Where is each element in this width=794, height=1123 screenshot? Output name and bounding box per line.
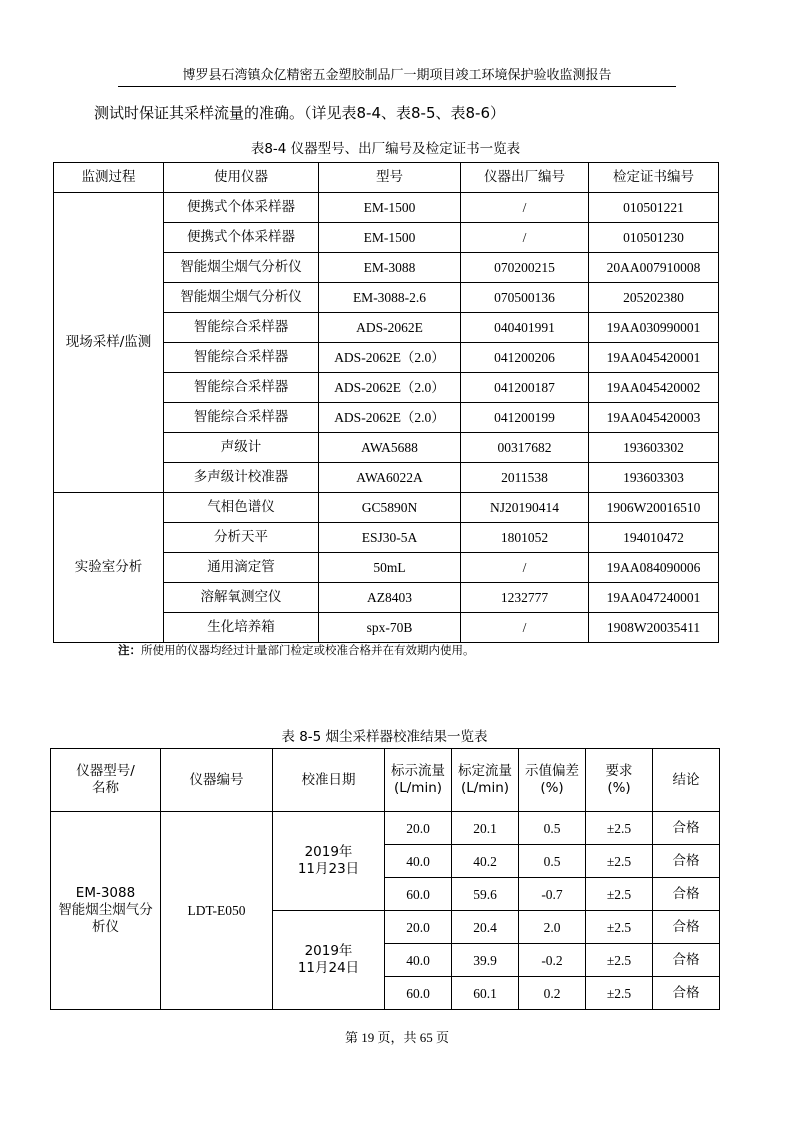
table-cell: GC5890N [319,493,461,523]
table-cell: 041200199 [461,403,589,433]
calibration-table [50,748,720,1010]
table-cell: 1801052 [461,523,589,553]
instrument-number: LDT-E050 [161,812,273,1010]
table-cell: 193603303 [589,463,719,493]
table-cell: ADS-2062E（2.0） [319,403,461,433]
column-header: 仪器出厂编号 [461,163,589,193]
table-cell: / [461,613,589,643]
table-cell: 便携式个体采样器 [164,193,319,223]
table-cell: EM-1500 [319,193,461,223]
column-header: 标示流量 (L/min) [385,749,452,812]
column-header: 结论 [653,749,720,812]
table-cell: 20.0 [385,911,452,944]
table-cell: / [461,553,589,583]
table-cell: 合格 [653,944,720,977]
intro-paragraph: 测试时保证其采样流量的准确。（详见表8-4、表8-5、表8-6） [94,104,506,122]
table-cell: 合格 [653,878,720,911]
table-header-row [54,163,719,193]
table-cell: 40.0 [385,944,452,977]
table-cell: 1232777 [461,583,589,613]
table-cell: 溶解氧测空仪 [164,583,319,613]
table-cell: spx-70B [319,613,461,643]
table-cell: 40.2 [452,845,519,878]
table-cell: ADS-2062E（2.0） [319,343,461,373]
table-cell: 193603302 [589,433,719,463]
table-cell: 20AA007910008 [589,253,719,283]
table-cell: 气相色谱仪 [164,493,319,523]
table-cell: EM-3088 [319,253,461,283]
table-cell: ±2.5 [586,977,653,1010]
table-cell: / [461,223,589,253]
table-cell: 40.0 [385,845,452,878]
table-cell: ±2.5 [586,845,653,878]
table-cell: 便携式个体采样器 [164,223,319,253]
table-cell: 00317682 [461,433,589,463]
page-footer: 第 19 页，共 65 页 [344,1030,449,1045]
table-cell: 39.9 [452,944,519,977]
table-cell: ±2.5 [586,944,653,977]
table-cell: 041200206 [461,343,589,373]
table-cell: -0.2 [519,944,586,977]
column-header: 使用仪器 [164,163,319,193]
table-cell: ADS-2062E [319,313,461,343]
table-cell: AWA5688 [319,433,461,463]
table-8-5-caption: 表 8-5 烟尘采样器校准结果一览表 [281,729,488,745]
table-cell: 19AA045420002 [589,373,719,403]
table-cell: 010501230 [589,223,719,253]
instrument-table [53,162,719,643]
table-cell: 205202380 [589,283,719,313]
table-cell: 19AA030990001 [589,313,719,343]
table-cell: 0.5 [519,812,586,845]
table-cell: 010501221 [589,193,719,223]
table-cell: 0.2 [519,977,586,1010]
group-label: 实验室分析 [54,493,164,643]
table-cell: 声级计 [164,433,319,463]
table-cell: 60.0 [385,977,452,1010]
table-cell: 070200215 [461,253,589,283]
table-cell: EM-1500 [319,223,461,253]
note-label: 注： [118,643,141,657]
column-header: 校准日期 [273,749,385,812]
column-header: 监测过程 [54,163,164,193]
table-8-4-note [118,642,475,658]
column-header: 型号 [319,163,461,193]
table-cell: EM-3088-2.6 [319,283,461,313]
table-cell: AWA6022A [319,463,461,493]
table-row [51,812,720,845]
column-header: 检定证书编号 [589,163,719,193]
table-row [54,193,719,223]
table-cell: 60.1 [452,977,519,1010]
table-cell: 20.4 [452,911,519,944]
table-cell: 19AA045420003 [589,403,719,433]
group-label: 现场采样/监测 [54,193,164,493]
table-cell: ±2.5 [586,812,653,845]
table-cell: -0.7 [519,878,586,911]
table-cell: 50mL [319,553,461,583]
table-cell: 合格 [653,911,720,944]
table-cell: ADS-2062E（2.0） [319,373,461,403]
table-cell: 040401991 [461,313,589,343]
note-text: 所使用的仪器均经过计量部门检定或校准合格并在有效期内使用。 [141,643,475,657]
table-cell: AZ8403 [319,583,461,613]
column-header: 示值偏差 (%) [519,749,586,812]
table-cell: 智能烟尘烟气分析仪 [164,253,319,283]
header-divider [118,86,676,87]
column-header: 要求 (%) [586,749,653,812]
table-cell: 19AA047240001 [589,583,719,613]
table-cell: 070500136 [461,283,589,313]
table-8-4-caption: 表8-4 仪器型号、出厂编号及检定证书一览表 [250,141,521,157]
table-cell: ±2.5 [586,911,653,944]
column-header: 仪器型号/ 名称 [51,749,161,812]
table-cell: 智能烟尘烟气分析仪 [164,283,319,313]
calibration-date: 2019年 11月23日 [273,812,385,911]
table-cell: 合格 [653,977,720,1010]
column-header: 标定流量 (L/min) [452,749,519,812]
page-header-title: 博罗县石湾镇众亿精密五金塑胶制品厂一期项目竣工环境保护验收监测报告 [182,68,612,83]
table-cell: 智能综合采样器 [164,313,319,343]
table-cell: 59.6 [452,878,519,911]
instrument-name: EM-3088 智能烟尘烟气分 析仪 [51,812,161,1010]
table-cell: 194010472 [589,523,719,553]
table-cell: 1906W20016510 [589,493,719,523]
table-cell: 合格 [653,845,720,878]
table-row [54,493,719,523]
table-cell: 1908W20035411 [589,613,719,643]
table-cell: 通用滴定管 [164,553,319,583]
table-cell: 20.1 [452,812,519,845]
table-cell: 19AA084090006 [589,553,719,583]
table-cell: / [461,193,589,223]
table-cell: 2011538 [461,463,589,493]
table-cell: ESJ30-5A [319,523,461,553]
table-cell: 合格 [653,812,720,845]
table-cell: 20.0 [385,812,452,845]
table-cell: 智能综合采样器 [164,373,319,403]
table-cell: 分析天平 [164,523,319,553]
table-cell: ±2.5 [586,878,653,911]
table-cell: 60.0 [385,878,452,911]
table-cell: 生化培养箱 [164,613,319,643]
table-cell: 2.0 [519,911,586,944]
column-header: 仪器编号 [161,749,273,812]
table-cell: 19AA045420001 [589,343,719,373]
table-cell: 多声级计校准器 [164,463,319,493]
calibration-date: 2019年 11月24日 [273,911,385,1010]
table-cell: NJ20190414 [461,493,589,523]
table-cell: 智能综合采样器 [164,343,319,373]
table-header-row [51,749,720,812]
table-cell: 0.5 [519,845,586,878]
table-cell: 041200187 [461,373,589,403]
table-cell: 智能综合采样器 [164,403,319,433]
